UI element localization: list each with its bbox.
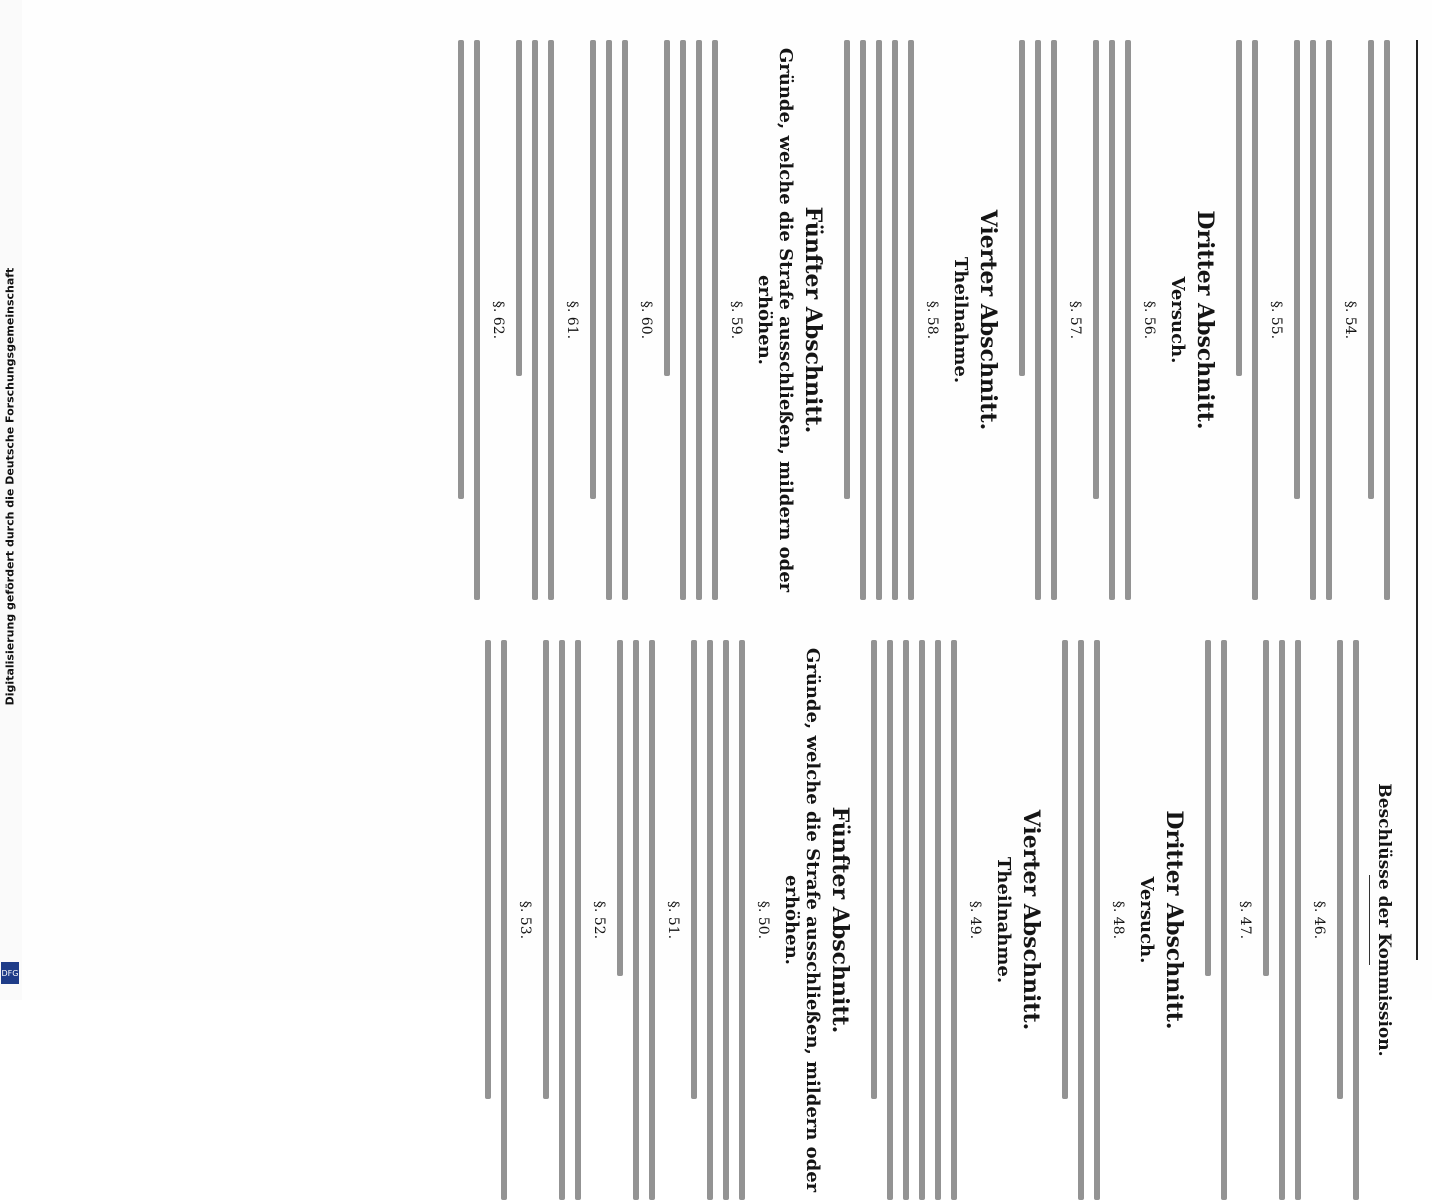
digitization-credit: Digitalisierung gefördert durch die Deutsche Forschungsgemeinschaft	[3, 267, 17, 706]
text-line	[908, 40, 914, 600]
section-heading: Dritter Abschnitt.	[1161, 810, 1187, 1030]
text-line	[691, 640, 697, 1099]
paragraph-mark: §. 57.	[1067, 300, 1083, 340]
section-subheading: Theilnahme.	[950, 256, 971, 384]
text-line	[1384, 40, 1390, 600]
text-line	[1353, 640, 1359, 1200]
text-line	[649, 640, 655, 1200]
text-line	[951, 640, 957, 1200]
right-column	[250, 640, 1400, 1200]
column-heading-rule	[1369, 875, 1370, 965]
text-line	[1368, 40, 1374, 499]
text-line	[892, 40, 898, 600]
paragraph-mark: §. 50.	[755, 900, 771, 940]
paragraph-mark: §. 55.	[1268, 300, 1284, 340]
paragraph-mark: §. 49.	[967, 900, 983, 940]
text-line	[680, 40, 686, 600]
text-line	[696, 40, 702, 600]
paragraph-mark: §. 48.	[1110, 900, 1126, 940]
text-line	[1035, 40, 1041, 600]
section-heading: Vierter Abschnitt.	[1018, 809, 1044, 1031]
text-line	[1263, 640, 1269, 976]
text-line	[1109, 40, 1115, 600]
section-subheading: Gründe, welche die Strafe ausschließen, mildern oder erhöhen.	[781, 647, 823, 1193]
text-line	[1252, 40, 1258, 600]
paragraph-mark: §. 52.	[591, 900, 607, 940]
text-line	[1294, 40, 1300, 499]
text-line	[1205, 640, 1211, 976]
paragraph-mark: §. 60.	[638, 300, 654, 340]
text-line	[739, 640, 745, 1200]
text-line	[485, 640, 491, 1099]
text-line	[876, 40, 882, 600]
text-line	[1310, 40, 1316, 600]
text-line	[903, 640, 909, 1200]
paragraph-mark: §. 54.	[1342, 300, 1358, 340]
text-line	[664, 40, 670, 376]
text-line	[860, 40, 866, 600]
text-line	[871, 640, 877, 1099]
text-line	[1019, 40, 1025, 376]
section-heading: Fünfter Abschnitt.	[827, 806, 853, 1034]
text-line	[1326, 40, 1332, 600]
text-line	[1125, 40, 1131, 600]
section-heading: Fünfter Abschnitt.	[800, 206, 826, 434]
paragraph-mark: §. 47.	[1237, 900, 1253, 940]
text-line	[575, 640, 581, 1200]
text-line	[474, 40, 480, 600]
section-heading: Dritter Abschnitt.	[1192, 210, 1218, 430]
text-line	[1279, 640, 1285, 1200]
digitization-sidebar	[0, 0, 22, 1000]
text-line	[1051, 40, 1057, 600]
text-line	[501, 640, 507, 1200]
text-line	[1236, 40, 1242, 376]
section-subheading: Theilnahme.	[993, 856, 1014, 984]
text-line	[887, 640, 893, 1200]
text-line	[617, 640, 623, 976]
text-line	[935, 640, 941, 1200]
column-heading: Beschlüsse der Kommission.	[1374, 783, 1394, 1057]
text-line	[1221, 640, 1227, 1200]
text-line	[1295, 640, 1301, 1200]
text-line	[707, 640, 713, 1200]
text-line	[516, 40, 522, 376]
section-subheading: Gründe, welche die Strafe ausschließen, mildern oder erhöhen.	[754, 47, 796, 593]
text-line	[633, 640, 639, 1200]
text-line	[1062, 640, 1068, 1099]
paragraph-mark: §. 46.	[1311, 900, 1327, 940]
text-line	[844, 40, 850, 499]
left-column	[250, 40, 1400, 600]
dfg-logo-icon: DFG	[1, 962, 19, 984]
text-line	[606, 40, 612, 600]
paragraph-mark: §. 58.	[924, 300, 940, 340]
text-line	[712, 40, 718, 600]
text-line	[1093, 40, 1099, 499]
rotated-sheet	[240, 40, 1432, 1193]
text-line	[723, 640, 729, 1200]
text-line	[590, 40, 596, 499]
paragraph-mark: §. 62.	[490, 300, 506, 340]
section-subheading: Versuch.	[1136, 876, 1157, 964]
paragraph-mark: §. 53.	[517, 900, 533, 940]
section-heading: Vierter Abschnitt.	[975, 209, 1001, 431]
paragraph-mark: §. 51.	[665, 900, 681, 940]
header-rule	[1416, 40, 1418, 960]
paragraph-mark: §. 59.	[728, 300, 744, 340]
text-line	[548, 40, 554, 600]
paragraph-mark: §. 61.	[564, 300, 580, 340]
text-line	[532, 40, 538, 600]
text-line	[622, 40, 628, 600]
text-line	[1078, 640, 1084, 1200]
text-line	[1094, 640, 1100, 1200]
section-subheading: Versuch.	[1167, 276, 1188, 364]
text-line	[543, 640, 549, 1099]
text-line	[559, 640, 565, 1200]
text-line	[1337, 640, 1343, 1099]
text-line	[919, 640, 925, 1200]
paragraph-mark: §. 56.	[1141, 300, 1157, 340]
text-line	[458, 40, 464, 499]
